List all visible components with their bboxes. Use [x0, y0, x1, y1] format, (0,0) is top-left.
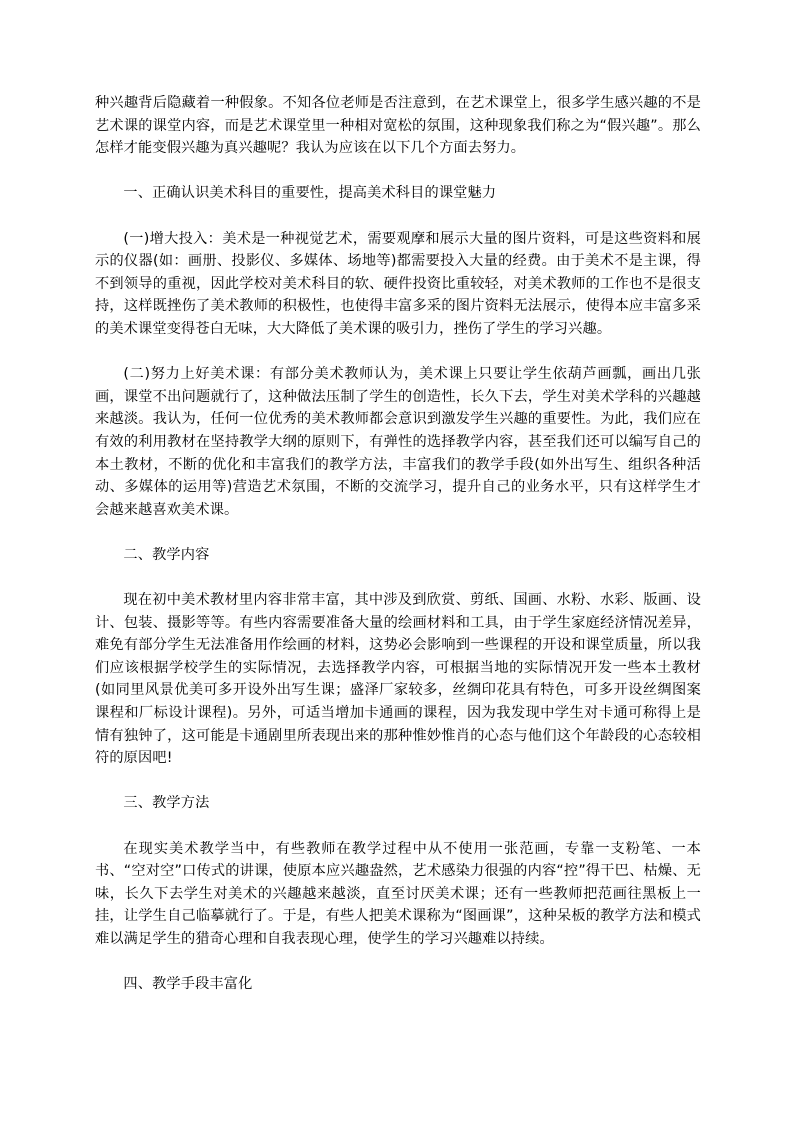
teaching-method-paragraph: 在现实美术教学当中，有些教师在教学过程中从不使用一张范画，专靠一支粉笔、一本书、“空对空”口传式的讲课，使原本应兴趣盎然，艺术感染力很强的内容“控”得干巴、枯燥、无味，长久下去学生对美术的兴趣越来越淡，直至讨厌美术课；还有一些教师把范画往黑板上一挂，让学生自己临摹就行了。于是，有些人把美术课称为“图画课”，这种呆板的教学方法和模式难以满足学生的猎奇心理和自我表现心理，使学生的学习兴趣难以持续。	[95, 840, 701, 947]
section-heading-3: 三、教学方法	[123, 795, 210, 812]
subsection-paragraph-1: (一)增大投入：美术是一种视觉艺术，需要观摩和展示大量的图片资料，可是这些资料和展示的仪器(如：画册、投影仪、多媒体、场地等)都需要投入大量的经费。由于美术不是主课，得不到领导的重视，因此学校对美术科目的软、硬件投资比重较轻，对美术教师的工作也不是很支持，这样既挫伤了美术教师的积极性，也使得丰富多采的图片资料无法展示，使得本应丰富多采的美术课堂变得苍白无味，大大降低了美术课的吸引力，挫伤了学生的学习兴趣。	[95, 230, 701, 337]
teaching-content-paragraph: 现在初中美术教材里内容非常丰富，其中涉及到欣赏、剪纸、国画、水粉、水彩、版画、设计、包装、摄影等等。有些内容需要准备大量的绘画材料和工具，由于学生家庭经济情况差异，难免有部分学生无法准备用作绘画的材料，这势必会影响到一些课程的开设和课堂质量，所以我们应该根据学校学生的实际情况，去选择教学内容，可根据当地的实际情况开发一些本土教材(如同里风景优美可多开设外出写生课；盛泽厂家较多，丝绸印花具有特色，可多开设丝绸图案课程和厂标设计课程)。另外，可适当增加卡通画的课程，因为我发现中学生对卡通可称得上是情有独钟了，这可能是卡通剧里所表现出来的那种惟妙惟肖的心态与他们这个年龄段的心态较相符的原因吧!	[95, 592, 701, 767]
section-heading-4: 四、教学手段丰富化	[123, 976, 253, 993]
section-heading-1: 一、正确认识美术科目的重要性，提高美术科目的课堂魅力	[123, 185, 497, 202]
section-heading-2: 二、教学内容	[123, 546, 210, 563]
document-body	[95, 92, 701, 1018]
intro-paragraph: 种兴趣背后隐藏着一种假象。不知各位老师是否注意到，在艺术课堂上，很多学生感兴趣的不是艺术课的课堂内容，而是艺术课堂里一种相对宽松的氛围，这种现象我们称之为“假兴趣”。那么怎样才能变假兴趣为真兴趣呢？我认为应该在以下几个方面去努力。	[95, 95, 701, 157]
subsection-paragraph-2: (二)努力上好美术课：有部分美术教师认为，美术课上只要让学生依葫芦画瓢，画出几张画，课堂不出问题就行了，这种做法压制了学生的创造性，长久下去，学生对美术学科的兴趣越来越淡。我认为，任何一位优秀的美术教师都会意识到激发学生兴趣的重要性。为此，我们应在有效的利用教材在坚持教学大纲的原则下，有弹性的选择教学内容，甚至我们还可以编写自己的本土教材，不断的优化和丰富我们的教学方法，丰富我们的教学手段(如外出写生、组织各种活动、多媒体的运用等)营造艺术氛围，不断的交流学习，提升自己的业务水平，只有这样学生才会越来越喜欢美术课。	[95, 366, 701, 518]
